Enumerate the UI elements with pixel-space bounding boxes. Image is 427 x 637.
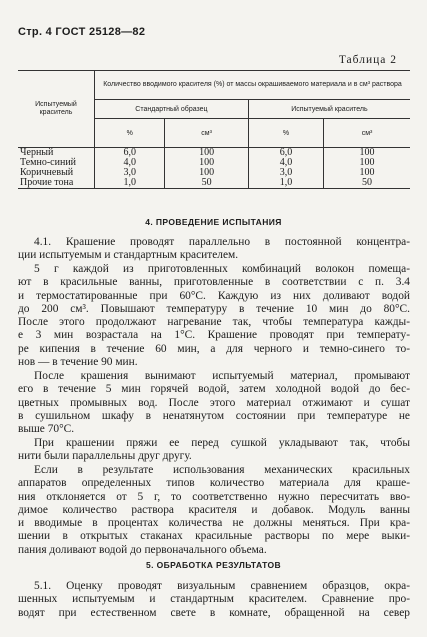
test-cm3: 100 (359, 147, 375, 158)
text-line: и термостатированные при 60°С. Каждую из них доливают водой (18, 289, 410, 302)
section-4-title: 4. ПРОВЕДЕНИЕ ИСПЫТАНИЯ (145, 217, 282, 227)
std-cm3: 50 (165, 178, 248, 189)
std-cm3: 100 (165, 158, 248, 168)
table-row (18, 168, 410, 178)
text-line: 5.1. Оценку проводят визуальным сравнением образцов, окра- (34, 580, 410, 592)
text-line: пания доливают водой до первоначального объема. (18, 543, 267, 556)
text-line: После крашения вынимают испытуемый материал, промывают (34, 370, 410, 382)
test-pct: 3,0 (248, 168, 323, 178)
section-5-paragraph-1 (18, 580, 410, 620)
unit-cm3: см³ (361, 129, 373, 137)
unit-pct: % (248, 119, 323, 148)
text-line: цветных промывных вод. После этого материал отжимают и сушат (18, 396, 410, 409)
section-4-paragraph-1 (18, 236, 410, 263)
text-line: 5 г каждой из приготовленных комбинаций волокон помеща- (34, 263, 410, 275)
text-line: ции испытуемым и стандартным красителем. (18, 249, 239, 262)
page-header: Стр. 4 ГОСТ 25128—82 (18, 26, 146, 38)
text-line: ре кипения в течение 60 мин, а для черного и темно-синего то- (18, 342, 410, 355)
std-pct: 3,0 (95, 168, 165, 178)
unit-pct: % (95, 119, 165, 148)
text-line: 4.1. Крашение проводят параллельно в постоянной концентра- (34, 236, 410, 248)
text-line: шенных испытуемым и стандартным красителем. Сравнение про- (18, 593, 410, 606)
column-header-dye: Испытуемый краситель (18, 71, 95, 148)
std-pct: 4,0 (95, 158, 165, 168)
unit-cm3: см³ (165, 119, 248, 148)
section-4-paragraph-2 (18, 263, 410, 369)
table-row (18, 178, 410, 189)
text-line: водят при естественном свете в комнате, обращенной на север (18, 606, 410, 619)
text-line: е 3 мин возрастала на 1°С. Крашение проводят при температу- (18, 329, 410, 342)
section-4-paragraph-5 (18, 464, 410, 557)
text-line: Если в результате использования механических красильных (34, 464, 410, 476)
test-cm3: 100 (359, 157, 375, 168)
text-line: в сушильном шкафу в ненатянутом состоянии при температуре не (18, 409, 410, 422)
test-pct: 4,0 (248, 158, 323, 168)
text-line: и вводимые в процентах количества не должны меняться. При кра- (18, 517, 410, 530)
test-pct: 1,0 (248, 178, 323, 189)
column-header-group: Количество вводимого красителя (%) от массы окрашиваемого материала и в см³ раствора (95, 71, 411, 100)
std-pct: 1,0 (95, 178, 165, 189)
text-line: димое количество раствора красителя и добавок. Модуль ванны (18, 503, 410, 516)
column-header-test: Испытуемый краситель (248, 100, 410, 119)
dye-name: Коричневый (18, 168, 95, 178)
text-line: нити были параллельны друг другу. (18, 450, 192, 463)
section-5-title: 5. ОБРАБОТКА РЕЗУЛЬТАТОВ (145, 560, 282, 570)
text-line: его в течение 5 мин горячей водой, затем холодной водой до бес- (18, 383, 410, 396)
table-row (18, 148, 410, 159)
dye-name: Прочие тона (18, 178, 95, 189)
text-line: выше 70°С. (18, 423, 75, 436)
std-pct: 6,0 (95, 148, 165, 159)
table-title: Таблица 2 (338, 54, 397, 66)
dye-quantity-table (18, 70, 410, 189)
section-4-paragraph-4 (18, 437, 410, 464)
text-line: до 200 см³. Повышают температуру в течение 10 мин до 80°С. (18, 302, 410, 315)
text-line: аппаратов определенных типов количество материала для краше- (18, 477, 410, 490)
test-cm3: 100 (359, 167, 375, 178)
test-cm3: 50 (324, 178, 410, 189)
text-line: ния отклоняется от 5 г, то соответственно нужно пересчитать вво- (18, 490, 410, 503)
column-header-standard: Стандартный образец (95, 100, 249, 119)
std-cm3: 100 (165, 168, 248, 178)
text-line: При крашении пряжи ее перед сушкой укладывают так, чтобы (34, 437, 410, 449)
table-row (18, 158, 410, 168)
dye-name: Черный (18, 148, 95, 159)
std-cm3: 100 (165, 148, 248, 159)
section-4-paragraph-3 (18, 370, 410, 436)
text-line: шении в открытых стаканах красильные растворы по мере выки- (18, 530, 410, 543)
text-line: нов — в течение 90 мин. (18, 356, 138, 369)
text-line: После этого продолжают нагревание так, чтобы температура кажды- (18, 316, 410, 329)
text-line: ют в красильные ванны, приготовленные в соответствии с п. 3.4 (18, 276, 410, 289)
test-pct: 6,0 (248, 148, 323, 159)
dye-name: Темно-синий (18, 158, 95, 168)
